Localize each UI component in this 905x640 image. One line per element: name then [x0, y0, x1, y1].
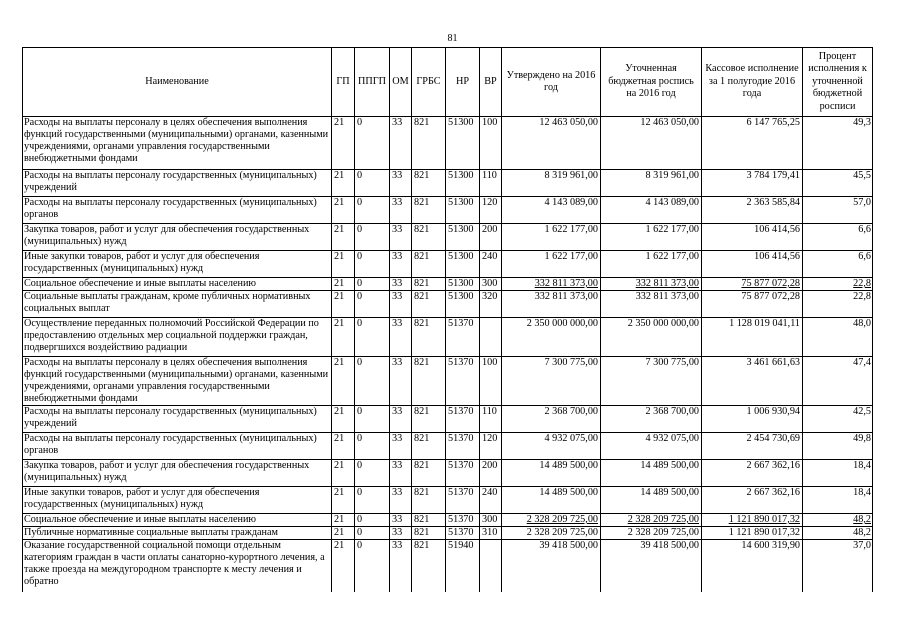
- cell-om: 33: [390, 117, 412, 170]
- cell-cash: 2 667 362,16: [702, 460, 803, 487]
- cell-vr: 200: [480, 460, 502, 487]
- cell-refined: 4 143 089,00: [601, 197, 702, 224]
- cell-gp: 21: [332, 540, 355, 593]
- cell-percent: 45,5: [803, 170, 873, 197]
- cell-cash: 14 600 319,90: [702, 540, 803, 593]
- cell-gp: 21: [332, 460, 355, 487]
- cell-cash: 1 128 019 041,11: [702, 318, 803, 357]
- cell-approved: 39 418 500,00: [502, 540, 601, 593]
- cell-percent: 49,8: [803, 433, 873, 460]
- cell-om: 33: [390, 527, 412, 540]
- table-row: [23, 278, 873, 291]
- cell-grbs: 821: [412, 197, 446, 224]
- cell-ppgp: 0: [355, 487, 390, 514]
- cell-percent: 42,5: [803, 406, 873, 433]
- table-row: [23, 357, 873, 406]
- cell-name: Закупка товаров, работ и услуг для обеспечения государственных (муниципальных) нужд: [23, 460, 332, 487]
- cell-grbs: 821: [412, 527, 446, 540]
- table-row: [23, 460, 873, 487]
- cell-gp: 21: [332, 433, 355, 460]
- cell-np: 51370: [446, 514, 480, 527]
- table-row: [23, 318, 873, 357]
- table-body: [23, 117, 873, 593]
- cell-gp: 21: [332, 251, 355, 278]
- cell-name: Расходы на выплаты персоналу в целях обеспечения выполнения функций государственными (муниципальными) органами, казенными учреждениями, органами управления государственными внебюджетными фондами: [23, 117, 332, 170]
- cell-percent: 49,3: [803, 117, 873, 170]
- cell-refined: 8 319 961,00: [601, 170, 702, 197]
- cell-name: Расходы на выплаты персоналу в целях обеспечения выполнения функций государственными (муниципальными) органами, казенными учреждениями, органами управления государственными внебюджетными фондами: [23, 357, 332, 406]
- cell-approved: 332 811 373,00: [502, 291, 601, 318]
- cell-name: Расходы на выплаты персоналу государственных (муниципальных) учреждений: [23, 170, 332, 197]
- header-np: НР: [446, 48, 480, 117]
- cell-refined: 2 328 209 725,00: [601, 527, 702, 540]
- table-row: [23, 406, 873, 433]
- cell-approved: 7 300 775,00: [502, 357, 601, 406]
- cell-om: 33: [390, 514, 412, 527]
- cell-np: 51370: [446, 433, 480, 460]
- cell-refined: 12 463 050,00: [601, 117, 702, 170]
- cell-np: 51300: [446, 278, 480, 291]
- cell-name: Закупка товаров, работ и услуг для обеспечения государственных (муниципальных) нужд: [23, 224, 332, 251]
- table-row: [23, 117, 873, 170]
- cell-approved: 2 350 000 000,00: [502, 318, 601, 357]
- cell-cash: 75 877 072,28: [702, 278, 803, 291]
- cell-np: 51370: [446, 318, 480, 357]
- header-vr: ВР: [480, 48, 502, 117]
- cell-om: 33: [390, 433, 412, 460]
- cell-refined: 1 622 177,00: [601, 224, 702, 251]
- cell-gp: 21: [332, 278, 355, 291]
- cell-ppgp: 0: [355, 291, 390, 318]
- cell-np: 51300: [446, 224, 480, 251]
- cell-ppgp: 0: [355, 460, 390, 487]
- cell-percent: 47,4: [803, 357, 873, 406]
- cell-refined: 2 368 700,00: [601, 406, 702, 433]
- header-ppgp: ППГП: [355, 48, 390, 117]
- cell-om: 33: [390, 278, 412, 291]
- cell-vr: 240: [480, 251, 502, 278]
- cell-approved: 14 489 500,00: [502, 460, 601, 487]
- cell-grbs: 821: [412, 487, 446, 514]
- header-om: ОМ: [390, 48, 412, 117]
- cell-om: 33: [390, 197, 412, 224]
- cell-cash: 106 414,56: [702, 224, 803, 251]
- cell-ppgp: 0: [355, 224, 390, 251]
- cell-grbs: 821: [412, 514, 446, 527]
- header-approved: Утверждено на 2016 год: [502, 48, 601, 117]
- cell-gp: 21: [332, 357, 355, 406]
- cell-approved: 332 811 373,00: [502, 278, 601, 291]
- cell-name: Иные закупки товаров, работ и услуг для обеспечения государственных (муниципальных) нужд: [23, 251, 332, 278]
- budget-table: [22, 47, 873, 592]
- cell-gp: 21: [332, 318, 355, 357]
- cell-cash: 2 363 585,84: [702, 197, 803, 224]
- cell-refined: 1 622 177,00: [601, 251, 702, 278]
- cell-approved: 4 143 089,00: [502, 197, 601, 224]
- cell-vr: 320: [480, 291, 502, 318]
- cell-refined: 39 418 500,00: [601, 540, 702, 593]
- cell-percent: 22,8: [803, 278, 873, 291]
- cell-ppgp: 0: [355, 406, 390, 433]
- cell-grbs: 821: [412, 224, 446, 251]
- cell-ppgp: 0: [355, 170, 390, 197]
- cell-gp: 21: [332, 406, 355, 433]
- cell-approved: 2 368 700,00: [502, 406, 601, 433]
- cell-gp: 21: [332, 291, 355, 318]
- cell-grbs: 821: [412, 540, 446, 593]
- cell-approved: 14 489 500,00: [502, 487, 601, 514]
- cell-vr: 100: [480, 357, 502, 406]
- cell-vr: 240: [480, 487, 502, 514]
- cell-ppgp: 0: [355, 318, 390, 357]
- table-row: [23, 540, 873, 593]
- cell-cash: 2 454 730,69: [702, 433, 803, 460]
- table-row: [23, 197, 873, 224]
- cell-vr: 110: [480, 406, 502, 433]
- cell-cash: 1 121 890 017,32: [702, 527, 803, 540]
- cell-name: Оказание государственной социальной помощи отдельным категориям граждан в части оплаты санаторно-курортного лечения, а также проезда на междугородном транспорте к месту лечения и обратно: [23, 540, 332, 593]
- cell-np: 51300: [446, 170, 480, 197]
- cell-np: 51300: [446, 197, 480, 224]
- cell-name: Социальное обеспечение и иные выплаты населению: [23, 514, 332, 527]
- cell-approved: 4 932 075,00: [502, 433, 601, 460]
- cell-cash: 3 784 179,41: [702, 170, 803, 197]
- cell-name: Социальное обеспечение и иные выплаты населению: [23, 278, 332, 291]
- cell-ppgp: 0: [355, 278, 390, 291]
- cell-refined: 7 300 775,00: [601, 357, 702, 406]
- cell-np: 51370: [446, 460, 480, 487]
- cell-ppgp: 0: [355, 527, 390, 540]
- cell-percent: 18,4: [803, 460, 873, 487]
- cell-vr: 200: [480, 224, 502, 251]
- cell-vr: 300: [480, 278, 502, 291]
- header-refined: Уточненная бюджетная роспись на 2016 год: [601, 48, 702, 117]
- cell-name: Социальные выплаты гражданам, кроме публичных нормативных социальных выплат: [23, 291, 332, 318]
- cell-vr: 110: [480, 170, 502, 197]
- header-name: Наименование: [23, 48, 332, 117]
- cell-cash: 1 006 930,94: [702, 406, 803, 433]
- table-row: [23, 433, 873, 460]
- cell-gp: 21: [332, 527, 355, 540]
- cell-grbs: 821: [412, 406, 446, 433]
- cell-refined: 2 350 000 000,00: [601, 318, 702, 357]
- cell-name: Расходы на выплаты персоналу государственных (муниципальных) органов: [23, 433, 332, 460]
- cell-percent: 48,2: [803, 514, 873, 527]
- table-row: [23, 487, 873, 514]
- cell-om: 33: [390, 251, 412, 278]
- cell-np: 51300: [446, 251, 480, 278]
- cell-name: Иные закупки товаров, работ и услуг для обеспечения государственных (муниципальных) нужд: [23, 487, 332, 514]
- cell-gp: 21: [332, 197, 355, 224]
- cell-vr: 120: [480, 433, 502, 460]
- cell-refined: 14 489 500,00: [601, 460, 702, 487]
- cell-refined: 332 811 373,00: [601, 291, 702, 318]
- cell-cash: 106 414,56: [702, 251, 803, 278]
- cell-cash: 2 667 362,16: [702, 487, 803, 514]
- cell-grbs: 821: [412, 460, 446, 487]
- cell-om: 33: [390, 460, 412, 487]
- cell-percent: 6,6: [803, 224, 873, 251]
- cell-vr: [480, 318, 502, 357]
- header-percent: Процент исполнения к уточненной бюджетной росписи: [803, 48, 873, 117]
- cell-name: Осуществление переданных полномочий Российской Федерации по предоставлению отдельных мер социальной поддержки граждан, подвергшихся воздействию радиации: [23, 318, 332, 357]
- cell-percent: 22,8: [803, 291, 873, 318]
- cell-ppgp: 0: [355, 251, 390, 278]
- header-grbs: ГРБС: [412, 48, 446, 117]
- cell-grbs: 821: [412, 170, 446, 197]
- cell-np: 51370: [446, 357, 480, 406]
- cell-grbs: 821: [412, 117, 446, 170]
- cell-vr: 100: [480, 117, 502, 170]
- cell-refined: 14 489 500,00: [601, 487, 702, 514]
- cell-name: Публичные нормативные социальные выплаты гражданам: [23, 527, 332, 540]
- cell-grbs: 821: [412, 357, 446, 406]
- cell-om: 33: [390, 318, 412, 357]
- cell-om: 33: [390, 170, 412, 197]
- cell-grbs: 821: [412, 278, 446, 291]
- cell-percent: 6,6: [803, 251, 873, 278]
- cell-gp: 21: [332, 117, 355, 170]
- cell-refined: 2 328 209 725,00: [601, 514, 702, 527]
- cell-grbs: 821: [412, 433, 446, 460]
- cell-np: 51940: [446, 540, 480, 593]
- cell-np: 51370: [446, 406, 480, 433]
- cell-om: 33: [390, 291, 412, 318]
- cell-percent: 48,2: [803, 527, 873, 540]
- cell-np: 51300: [446, 291, 480, 318]
- cell-vr: 120: [480, 197, 502, 224]
- cell-gp: 21: [332, 514, 355, 527]
- cell-gp: 21: [332, 487, 355, 514]
- page-number: 81: [447, 33, 458, 44]
- cell-ppgp: 0: [355, 540, 390, 593]
- cell-percent: 37,0: [803, 540, 873, 593]
- cell-np: 51300: [446, 117, 480, 170]
- cell-cash: 1 121 890 017,32: [702, 514, 803, 527]
- cell-approved: 8 319 961,00: [502, 170, 601, 197]
- cell-approved: 2 328 209 725,00: [502, 527, 601, 540]
- cell-gp: 21: [332, 224, 355, 251]
- header-gp: ГП: [332, 48, 355, 117]
- cell-cash: 75 877 072,28: [702, 291, 803, 318]
- table-row: [23, 224, 873, 251]
- table-row: [23, 251, 873, 278]
- cell-np: 51370: [446, 527, 480, 540]
- cell-vr: 310: [480, 527, 502, 540]
- cell-approved: 12 463 050,00: [502, 117, 601, 170]
- cell-ppgp: 0: [355, 117, 390, 170]
- cell-approved: 2 328 209 725,00: [502, 514, 601, 527]
- cell-gp: 21: [332, 170, 355, 197]
- cell-percent: 57,0: [803, 197, 873, 224]
- cell-grbs: 821: [412, 251, 446, 278]
- cell-np: 51370: [446, 487, 480, 514]
- cell-om: 33: [390, 487, 412, 514]
- table-row: [23, 291, 873, 318]
- cell-grbs: 821: [412, 291, 446, 318]
- table-header-row: [23, 48, 873, 117]
- cell-ppgp: 0: [355, 514, 390, 527]
- cell-om: 33: [390, 357, 412, 406]
- table-row: [23, 170, 873, 197]
- cell-percent: 18,4: [803, 487, 873, 514]
- cell-vr: 300: [480, 514, 502, 527]
- header-cash: Кассовое исполнение за 1 полугодие 2016 года: [702, 48, 803, 117]
- cell-ppgp: 0: [355, 197, 390, 224]
- cell-cash: 6 147 765,25: [702, 117, 803, 170]
- table-row: [23, 514, 873, 527]
- cell-name: Расходы на выплаты персоналу государственных (муниципальных) учреждений: [23, 406, 332, 433]
- cell-grbs: 821: [412, 318, 446, 357]
- cell-vr: [480, 540, 502, 593]
- cell-ppgp: 0: [355, 357, 390, 406]
- cell-cash: 3 461 661,63: [702, 357, 803, 406]
- cell-percent: 48,0: [803, 318, 873, 357]
- cell-refined: 4 932 075,00: [601, 433, 702, 460]
- cell-om: 33: [390, 540, 412, 593]
- table-row: [23, 527, 873, 540]
- cell-approved: 1 622 177,00: [502, 224, 601, 251]
- cell-om: 33: [390, 224, 412, 251]
- cell-om: 33: [390, 406, 412, 433]
- cell-approved: 1 622 177,00: [502, 251, 601, 278]
- cell-refined: 332 811 373,00: [601, 278, 702, 291]
- cell-name: Расходы на выплаты персоналу государственных (муниципальных) органов: [23, 197, 332, 224]
- cell-ppgp: 0: [355, 433, 390, 460]
